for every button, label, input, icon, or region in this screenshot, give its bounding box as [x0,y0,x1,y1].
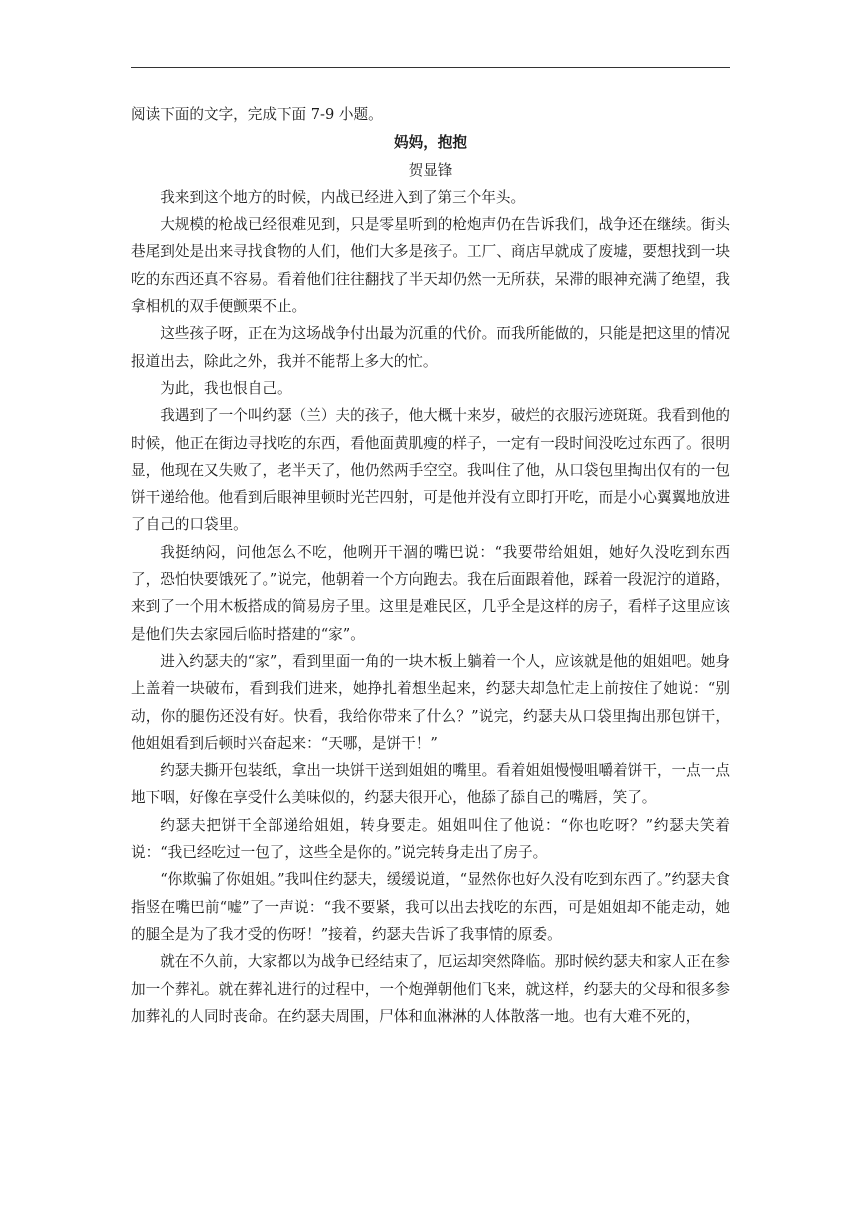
paragraph: 这些孩子呀，正在为这场战争付出最为沉重的代价。而我所能做的，只能是把这里的情况报道出去，除此之外，我并不能帮上多大的忙。 [131,325,730,370]
article-title: 妈妈，抱抱 [394,134,467,152]
paragraph: 约瑟夫撕开包装纸，拿出一块饼干送到姐姐的嘴里。看着姐姐慢慢咀嚼着饼干，一点一点地下咽，好像在享受什么美味似的，约瑟夫很开心，他舔了舔自己的嘴唇，笑了。 [131,762,730,807]
paragraph: 进入约瑟夫的“家”，看到里面一角的一块木板上躺着一个人，应该就是他的姐姐吧。她身上盖着一块破布，看到我们进来，她挣扎着想坐起来，约瑟夫却急忙走上前按住了她说：“别动，你的腿伤还没有好。快看，我给你带来了什么？”说完，约瑟夫从口袋里掏出那包饼干，他姐姐看到后顿时兴奋起来：“天哪，是饼干！” [131,652,730,752]
article-body [131,101,730,1030]
article-author: 贺显锋 [408,161,453,179]
paragraph: “你欺骗了你姐姐。”我叫住约瑟夫，缓缓说道，“显然你也好久没有吃到东西了。”约瑟夫食指竖在嘴巴前“嘘”了一声说：“我不要紧，我可以出去找吃的东西，可是姐姐却不能走动，她的腿全是为了我才受的伤呀！”接着，约瑟夫告诉了我事情的原委。 [131,871,730,943]
paragraph: 我来到这个地方的时候，内战已经进入到了第三个年头。 [160,188,526,206]
paragraph: 我遇到了一个叫约瑟（兰）夫的孩子，他大概十来岁，破烂的衣服污迹斑斑。我看到他的时候，他正在街边寻找吃的东西，看他面黄肌瘦的样子，一定有一段时间没吃过东西了。很明显，他现在又失败了，老半天了，他仍然两手空空。我叫住了他，从口袋包里掏出仅有的一包饼干递给他。他看到后眼神里顿时光芒四射，可是他并没有立即打开吃，而是小心翼翼地放进了自己的口袋里。 [131,407,730,534]
header-rule [131,67,730,68]
paragraph: 我挺纳闷，问他怎么不吃，他咧开干涸的嘴巴说：“我要带给姐姐，她好久没吃到东西了，恐怕快要饿死了。”说完，他朝着一个方向跑去。我在后面跟着他，踩着一段泥泞的道路，来到了一个用木板搭成的简易房子里。这里是难民区，几乎全是这样的房子，看样子这里应该是他们失去家园后临时搭建的“家”。 [131,543,730,643]
paragraph: 大规模的枪战已经很难见到，只是零星听到的枪炮声仍在告诉我们，战争还在继续。街头巷尾到处是出来寻找食物的人们，他们大多是孩子。工厂、商店早就成了废墟，要想找到一块吃的东西还真不容易。看着他们往往翻找了半天却仍然一无所获，呆滞的眼神充满了绝望，我拿相机的双手便颤栗不止。 [131,216,730,316]
question-instruction: 阅读下面的文字，完成下面 7-9 小题。 [131,106,383,123]
paragraph: 约瑟夫把饼干全部递给姐姐，转身要走。姐姐叫住了他说：“你也吃呀？”约瑟夫笑着说：“我已经吃过一包了，这些全是你的。”说完转身走出了房子。 [131,816,730,862]
paragraph: 为此，我也恨自己。 [160,379,292,397]
paragraph: 就在不久前，大家都以为战争已经结束了，厄运却突然降临。那时候约瑟夫和家人正在参加一个葬礼。就在葬礼进行的过程中，一个炮弹朝他们飞来，就这样，约瑟夫的父母和很多参加葬礼的人同时丧命。在约瑟夫周围，尸体和血淋淋的人体散落一地。也有大难不死的， [131,953,730,1025]
